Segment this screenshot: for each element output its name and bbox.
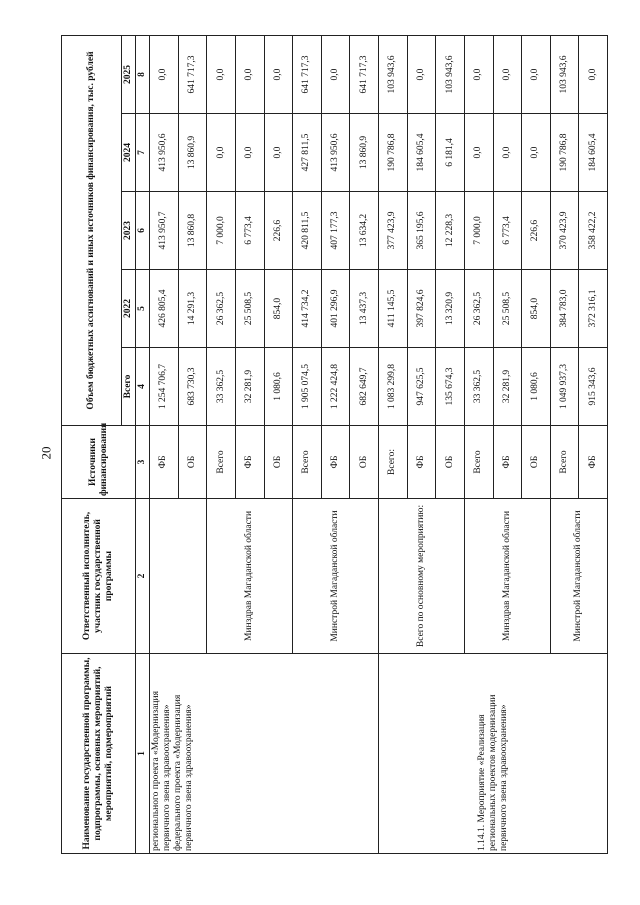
table-sheet [61, 36, 608, 854]
value-total: 33 362,5 [464, 348, 493, 426]
value-2022: 26 362,5 [464, 270, 493, 348]
value-2025: 0,0 [264, 35, 293, 113]
header-executor: Ответственный исполнитель, участник государственной программы [62, 499, 136, 654]
table-row [379, 35, 408, 853]
value-2024: 0,0 [207, 114, 236, 192]
value-2022: 411 145,5 [379, 270, 408, 348]
value-total: 32 281,9 [493, 348, 522, 426]
source-cell: Всего [550, 426, 579, 499]
value-2024: 184 605,4 [407, 114, 436, 192]
value-2022: 426 805,4 [150, 270, 179, 348]
value-total: 1 080,6 [264, 348, 293, 426]
col-num-6: 6 [136, 192, 150, 270]
col-num-5: 5 [136, 270, 150, 348]
source-cell: Всего: [379, 426, 408, 499]
value-2025: 0,0 [579, 35, 608, 113]
value-total: 32 281,9 [235, 348, 264, 426]
rotated-table-container [61, 36, 608, 854]
value-2024: 0,0 [522, 114, 551, 192]
source-cell: ФБ [150, 426, 179, 499]
value-2025: 0,0 [522, 35, 551, 113]
value-2023: 6 773,4 [493, 192, 522, 270]
value-2023: 370 423,9 [550, 192, 579, 270]
header-year-2025: 2025 [122, 35, 136, 113]
value-2022: 13 437,3 [350, 270, 379, 348]
value-2023: 407 177,3 [321, 192, 350, 270]
value-2025: 103 943,6 [379, 35, 408, 113]
value-2022: 854,0 [264, 270, 293, 348]
value-2024: 13 860,9 [350, 114, 379, 192]
source-cell: ФБ [579, 426, 608, 499]
header-year-total: Всего [122, 348, 136, 426]
header-year-2023: 2023 [122, 192, 136, 270]
value-total: 683 730,3 [178, 348, 207, 426]
source-cell: ОБ [264, 426, 293, 499]
value-2025: 0,0 [464, 35, 493, 113]
source-cell: Всего [464, 426, 493, 499]
value-2023: 358 422,2 [579, 192, 608, 270]
value-2024: 190 786,8 [550, 114, 579, 192]
value-2024: 0,0 [235, 114, 264, 192]
value-2024: 413 950,6 [150, 114, 179, 192]
value-2023: 13 634,2 [350, 192, 379, 270]
value-2022: 25 508,5 [235, 270, 264, 348]
executor-minstroy: Минстрой Магаданской области [550, 499, 607, 654]
measure-name: 1.14.1. Мероприятие «Реализация региональных проектов модернизации первичного звена здравоохранения» [379, 654, 608, 854]
value-2025: 0,0 [407, 35, 436, 113]
value-2024: 413 950,6 [321, 114, 350, 192]
table-row [150, 35, 179, 853]
col-num-3: 3 [136, 426, 150, 499]
value-2023: 6 773,4 [235, 192, 264, 270]
value-2022: 854,0 [522, 270, 551, 348]
value-2023: 420 811,5 [293, 192, 322, 270]
col-num-7: 7 [136, 114, 150, 192]
value-total: 682 649,7 [350, 348, 379, 426]
source-cell: ФБ [235, 426, 264, 499]
source-cell: ФБ [407, 426, 436, 499]
value-2023: 12 228,3 [436, 192, 465, 270]
value-2025: 641 717,3 [350, 35, 379, 113]
executor-minzdrav: Минздрав Магаданской области [464, 499, 550, 654]
source-cell: Всего [293, 426, 322, 499]
value-2025: 0,0 [321, 35, 350, 113]
value-2022: 13 320,9 [436, 270, 465, 348]
value-2024: 0,0 [493, 114, 522, 192]
value-total: 1 049 937,3 [550, 348, 579, 426]
value-2024: 0,0 [264, 114, 293, 192]
value-2024: 6 181,4 [436, 114, 465, 192]
value-2022: 414 734,2 [293, 270, 322, 348]
header-year-2022: 2022 [122, 270, 136, 348]
value-2023: 13 860,8 [178, 192, 207, 270]
value-total: 135 674,3 [436, 348, 465, 426]
value-2023: 377 423,9 [379, 192, 408, 270]
value-2022: 372 316,1 [579, 270, 608, 348]
source-cell: ОБ [522, 426, 551, 499]
value-2022: 25 508,5 [493, 270, 522, 348]
value-2025: 103 943,6 [550, 35, 579, 113]
value-2024: 184 605,4 [579, 114, 608, 192]
source-cell: ОБ [350, 426, 379, 499]
value-2022: 26 362,5 [207, 270, 236, 348]
value-2024: 190 786,8 [379, 114, 408, 192]
source-cell: ФБ [321, 426, 350, 499]
value-total: 1 083 299,8 [379, 348, 408, 426]
source-cell: ОБ [436, 426, 465, 499]
value-2023: 7 000,0 [207, 192, 236, 270]
col-num-2: 2 [136, 499, 150, 654]
value-2023: 226,6 [522, 192, 551, 270]
value-2025: 0,0 [235, 35, 264, 113]
header-name: Наименование государственной программы, подпрограммы, основных мероприятий, мероприятий, подмероприятий [62, 654, 136, 854]
value-total: 33 362,5 [207, 348, 236, 426]
value-total: 1 080,6 [522, 348, 551, 426]
value-2022: 397 824,6 [407, 270, 436, 348]
value-2023: 7 000,0 [464, 192, 493, 270]
source-cell: Всего [207, 426, 236, 499]
col-num-4: 4 [136, 348, 150, 426]
value-2025: 0,0 [150, 35, 179, 113]
value-2022: 384 783,0 [550, 270, 579, 348]
value-total: 1 254 706,7 [150, 348, 179, 426]
value-total: 1 222 424,8 [321, 348, 350, 426]
value-2022: 14 291,3 [178, 270, 207, 348]
header-funding: Объем бюджетных ассигнований и иных источников финансирования, тыс. рублей [62, 35, 122, 425]
value-2023: 365 195,6 [407, 192, 436, 270]
value-total: 915 343,6 [579, 348, 608, 426]
page-number: 20 [38, 446, 54, 460]
header-year-2024: 2024 [122, 114, 136, 192]
value-total: 1 905 074,5 [293, 348, 322, 426]
value-total: 947 625,5 [407, 348, 436, 426]
value-2023: 226,6 [264, 192, 293, 270]
value-2022: 401 296,9 [321, 270, 350, 348]
program-name: регионального проекта «Модернизация первичного звена здравоохранения» федерального проекта «Модернизация первичного звена здравоохранения» [150, 654, 379, 854]
value-2025: 641 717,3 [293, 35, 322, 113]
col-num-1: 1 [136, 654, 150, 854]
funding-table [61, 35, 608, 854]
value-2024: 427 811,5 [293, 114, 322, 192]
header-source: Источники финансирования [62, 426, 136, 499]
value-2025: 103 943,6 [436, 35, 465, 113]
value-2024: 0,0 [464, 114, 493, 192]
executor-minzdrav: Минздрав Магаданской области [207, 499, 293, 654]
value-2025: 0,0 [493, 35, 522, 113]
executor-empty-cell [150, 499, 207, 654]
value-2025: 0,0 [207, 35, 236, 113]
value-2023: 413 950,7 [150, 192, 179, 270]
executor-minstroy: Минстрой Магаданской области [293, 499, 379, 654]
value-2025: 641 717,3 [178, 35, 207, 113]
source-cell: ОБ [178, 426, 207, 499]
source-cell: ФБ [493, 426, 522, 499]
col-num-8: 8 [136, 35, 150, 113]
value-2024: 13 860,9 [178, 114, 207, 192]
executor-total: Всего по основному мероприятию: [379, 499, 465, 654]
